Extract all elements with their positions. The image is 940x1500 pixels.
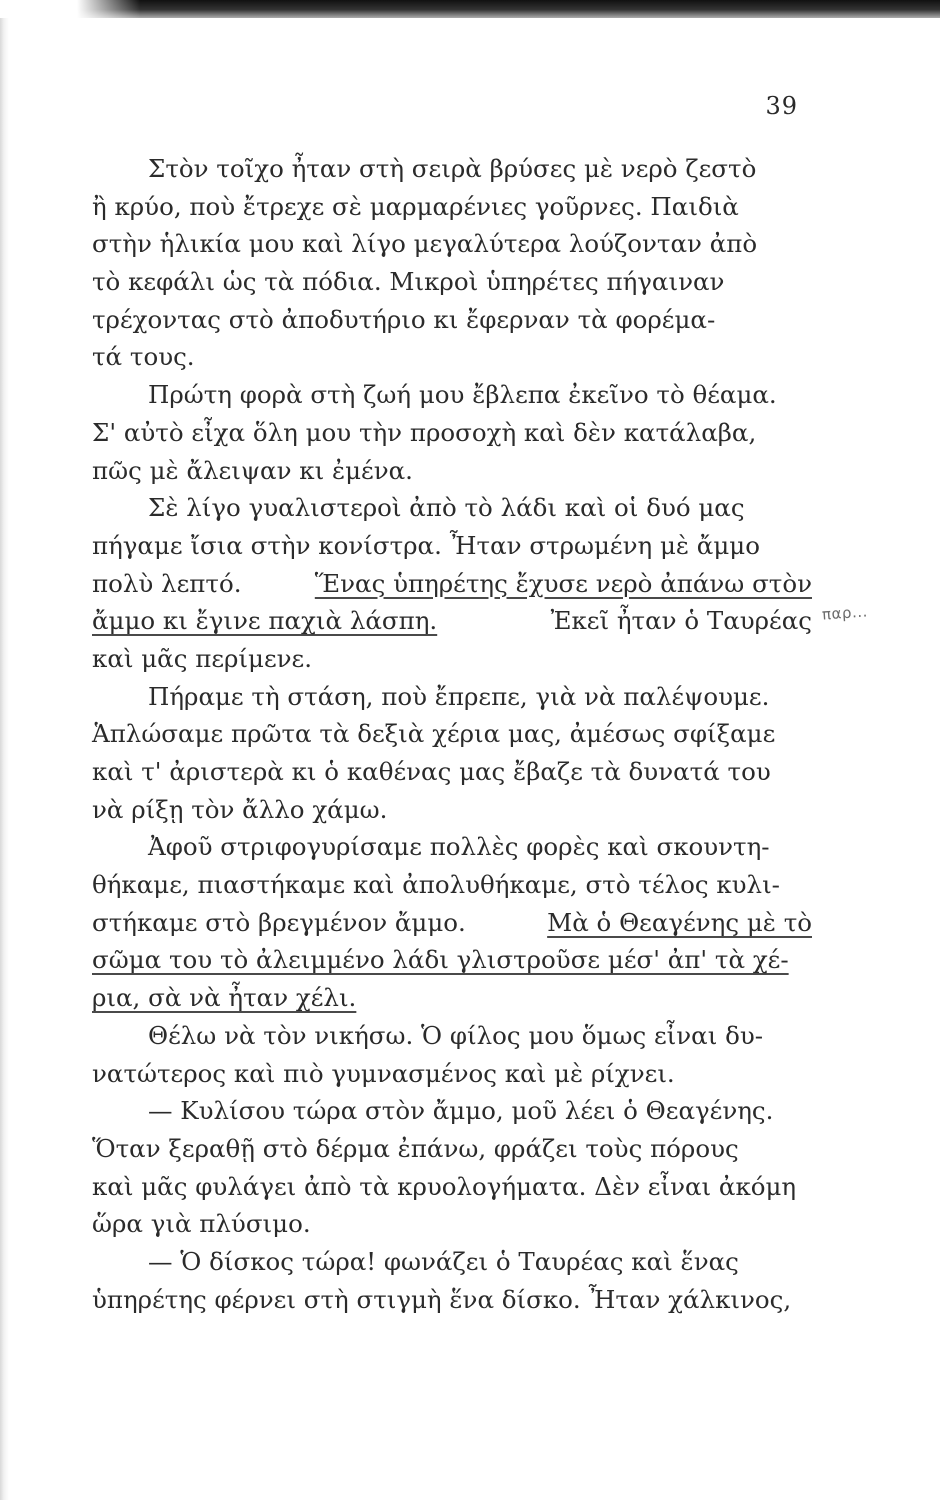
page-number: 39 — [765, 92, 798, 120]
text-line-24: Θέλω νὰ τὸν νικήσω. Ὁ φίλος μου ὅμως εἶναι δυ- — [148, 1020, 764, 1050]
text-line-16: Ἁπλώσαμε πρῶτα τὰ δεξιὰ χέρια μας, ἀμέσως σφίξαμε — [92, 719, 776, 749]
text-line-23 — [92, 979, 812, 1017]
body-text — [92, 150, 812, 1318]
text-line-6: τά τους. — [92, 342, 195, 372]
text-line-8: Σ' αὐτὸ εἶχα ὅλη μου τὴν προσοχὴ καὶ δὲν κατάλαβα, — [92, 417, 757, 447]
text-line-18: νὰ ρίξῃ τὸν ἄλλο χάμω. — [92, 794, 388, 824]
text-line-15: Πήραμε τὴ στάση, ποὺ ἔπρεπε, γιὰ νὰ παλέψουμε. — [148, 681, 770, 711]
text-line-28: καὶ μᾶς φυλάγει ἀπὸ τὰ κρυολογήματα. Δὲν εἶναι ἀκόμη — [92, 1171, 797, 1201]
pencil-underlined-phrase: Ἕνας ὑπηρέτης ἔχυσε νερὸ ἀπάνω στὸν — [314, 568, 812, 598]
pencil-underlined-phrase: Μὰ ὁ Θεαγένης μὲ τὸ — [547, 907, 812, 937]
text-line-5: τρέχοντας στὸ ἀποδυτήριο κι ἔφερναν τὰ φορέμα- — [92, 304, 716, 334]
text-line-1: Στὸν τοῖχο ἦταν στὴ σειρὰ βρύσες μὲ νερὸ ζεστὸ — [148, 154, 757, 183]
text-line-13: ἄμμο κι ἔγινε παχιὰ λάσπη. Ἐκεῖ ἦταν ὁ Ταυρέας — [92, 602, 812, 640]
text-line-14: καὶ μᾶς περίμενε. — [92, 643, 313, 673]
text-line-4: τὸ κεφάλι ὡς τὰ πόδια. Μικροὶ ὑπηρέτες πήγαιναν — [92, 267, 725, 297]
text-line-25: νατώτερος καὶ πιὸ γυμνασμένος καὶ μὲ ρίχνει. — [92, 1058, 675, 1088]
text-line-9: πῶς μὲ ἄλειψαν κι ἐμένα. — [92, 455, 413, 485]
text-line-29: ὥρα γιὰ πλύσιμο. — [92, 1209, 311, 1239]
text-line-12: πολὺ λεπτό. Ἕνας ὑπηρέτης ἔχυσε νερὸ ἀπάνω στὸν — [92, 565, 812, 603]
text-line-26: — Κυλίσου τώρα στὸν ἄμμο, μοῦ λέει ὁ Θεαγένης. — [148, 1096, 774, 1126]
text-line-2: ἢ κρύο, ποὺ ἔτρεχε σὲ μαρμαρένιες γοῦρνες. Παιδιὰ — [92, 191, 739, 221]
text-line-7: Πρώτη φορὰ στὴ ζωή μου ἔβλεπα ἐκεῖνο τὸ θέαμα. — [148, 380, 777, 410]
text-line-19: Ἀφοῦ στριφογυρίσαμε πολλὲς φορὲς καὶ σκουντη- — [148, 832, 770, 862]
text-line-3: στὴν ἡλικία μου καὶ λίγο μεγαλύτερα λούζονταν ἀπὸ — [92, 229, 758, 259]
pencil-underlined-phrase: ἄμμο κι ἔγινε παχιὰ λάσπη. — [92, 606, 438, 636]
text-line-27: Ὅταν ξεραθῇ στὸ δέρμα ἐπάνω, φράζει τοὺς πόρους — [92, 1133, 739, 1163]
text-line-22 — [92, 941, 812, 979]
pencil-underlined-phrase: ρια, σὰ νὰ ἦταν χέλι. — [92, 983, 357, 1013]
text-line-31: ὑπηρέτης φέρνει στὴ στιγμὴ ἕνα δίσκο. Ἦταν χάλκινος, — [92, 1284, 792, 1314]
pencil-underlined-phrase: σῶμα του τὸ ἀλειμμένο λάδι γλιστροῦσε μέσ' ἀπ' τὰ χέ- — [92, 945, 789, 975]
handwritten-margin-note: παρ... — [821, 602, 869, 624]
text-line-21: στήκαμε στὸ βρεγμένον ἄμμο. Μὰ ὁ Θεαγένης μὲ τὸ — [92, 904, 812, 942]
text-line-10: Σὲ λίγο γυαλιστεροὶ ἀπὸ τὸ λάδι καὶ οἱ δυό μας — [148, 493, 745, 523]
text-line-20: θήκαμε, πιαστήκαμε καὶ ἀπολυθήκαμε, στὸ τέλος κυλι- — [92, 870, 780, 900]
text-line-17: καὶ τ' ἀριστερὰ κι ὁ καθένας μας ἔβαζε τὰ δυνατά του — [92, 757, 771, 786]
text-line-11: πήγαμε ἴσια στὴν κονίστρα. Ἦταν στρωμένη μὲ ἄμμο — [92, 530, 760, 560]
text-line-30: — Ὁ δίσκος τώρα! φωνάζει ὁ Ταυρέας καὶ ἕνας — [148, 1246, 739, 1276]
